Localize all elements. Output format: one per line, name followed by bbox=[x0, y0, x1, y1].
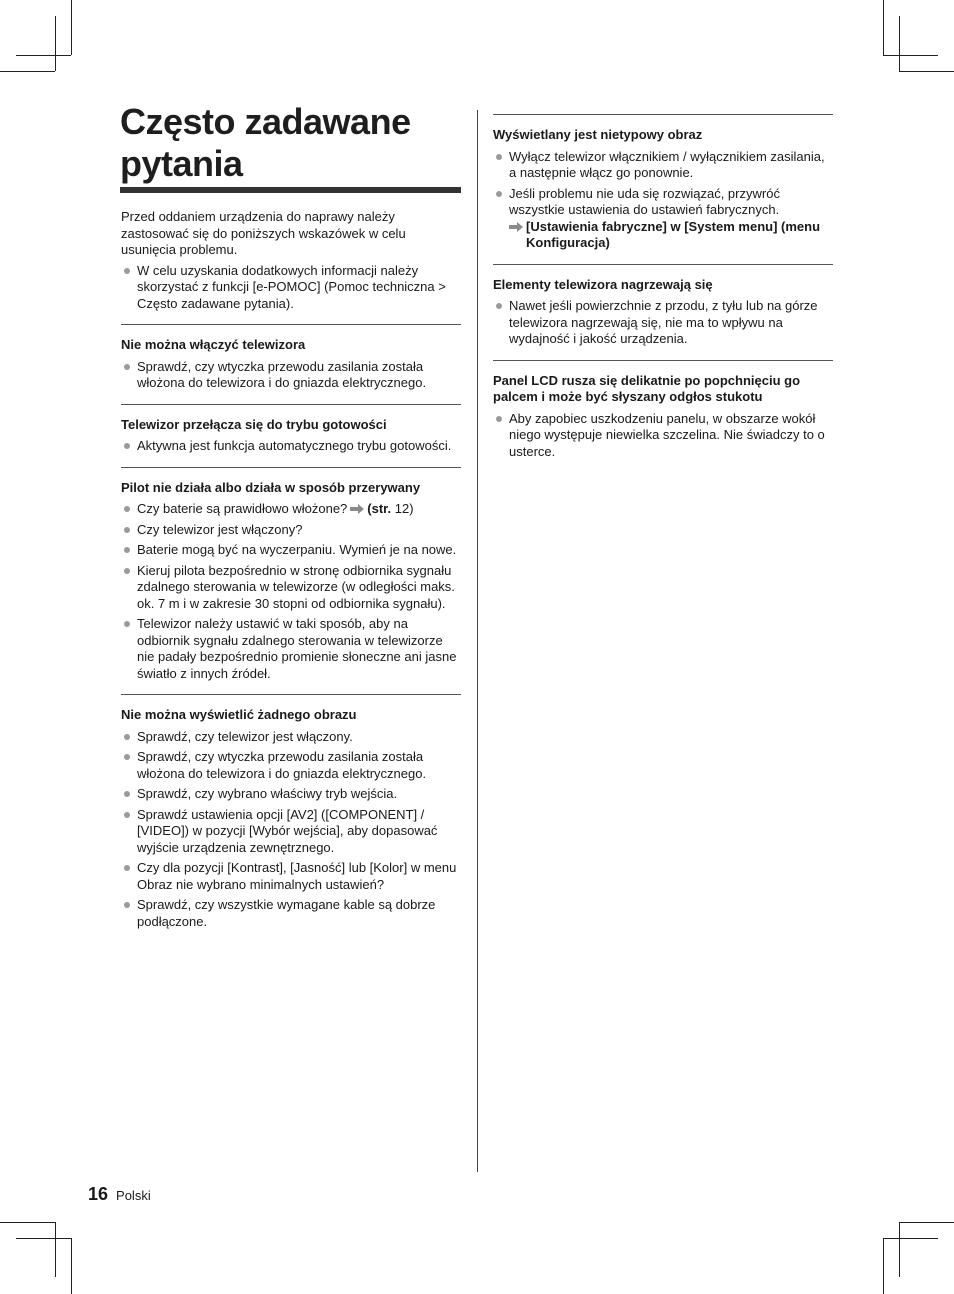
section-list bbox=[121, 729, 461, 931]
crop-mark bbox=[899, 1222, 900, 1277]
crop-mark bbox=[0, 71, 55, 72]
section-heading: Panel LCD rusza się delikatnie po popchnięciu go palcem i może być słyszany odgłos stukotu bbox=[493, 372, 801, 404]
faq-section-remote bbox=[121, 467, 461, 683]
list-item: Sprawdź, czy wtyczka przewodu zasilania została włożona do telewizora i do gniazda elektrycznego. bbox=[121, 359, 461, 392]
list-item: Nawet jeśli powierzchnie z przodu, z tyłu lub na górze telewizora nagrzewają się, nie ma to wpływu na wydajność i jakość urządzenia. bbox=[493, 298, 833, 348]
section-heading: Nie można wyświetlić żadnego obrazu bbox=[121, 707, 357, 722]
list-item: Sprawdź, czy wybrano właściwy tryb wejścia. bbox=[121, 786, 461, 803]
section-list bbox=[493, 298, 833, 348]
list-item: Kieruj pilota bezpośrednio w stronę odbiornika sygnału zdalnego sterowania w telewizorze (w odległości maks. ok. 7 m i w zakresie 30 stopni od odbiornika sygnału). bbox=[121, 563, 461, 613]
crop-mark bbox=[899, 1222, 954, 1223]
menu-reference bbox=[509, 219, 833, 252]
list-item: Baterie mogą być na wyczerpaniu. Wymień je na nowe. bbox=[121, 542, 461, 559]
list-item: Sprawdź, czy wtyczka przewodu zasilania została włożona do telewizora i do gniazda elektrycznego. bbox=[121, 749, 461, 782]
crop-mark bbox=[883, 1238, 938, 1239]
crop-mark bbox=[883, 0, 884, 55]
list-item: W celu uzyskania dodatkowych informacji należy skorzystać z funkcji [e-POMOC] (Pomoc techniczna > Często zadawane pytania). bbox=[121, 263, 461, 313]
list-item: Czy telewizor jest włączony? bbox=[121, 522, 461, 539]
crop-mark bbox=[899, 71, 954, 72]
faq-section-no-picture bbox=[121, 694, 461, 930]
section-list bbox=[493, 411, 833, 461]
crop-mark bbox=[883, 1238, 884, 1294]
faq-section-power bbox=[121, 324, 461, 392]
right-column bbox=[493, 114, 833, 464]
right-arrow-icon bbox=[350, 504, 364, 514]
right-arrow-icon bbox=[509, 222, 523, 232]
list-item: Aby zapobiec uszkodzeniu panelu, w obszarze wokół niego występuje niewielka szczelina. Nie świadczy to o usterce. bbox=[493, 411, 833, 461]
crop-mark bbox=[16, 55, 71, 56]
list-item: Wyłącz telewizor włącznikiem / wyłącznikiem zasilania, a następnie włącz go ponownie. bbox=[493, 149, 833, 182]
section-heading: Pilot nie działa albo działa w sposób przerywany bbox=[121, 479, 421, 495]
section-heading: Elementy telewizora nagrzewają się bbox=[493, 276, 713, 292]
faq-section-standby bbox=[121, 404, 461, 455]
faq-section-heating bbox=[493, 264, 833, 348]
crop-mark bbox=[71, 0, 72, 55]
page-title bbox=[120, 101, 461, 185]
crop-mark bbox=[899, 16, 900, 71]
list-item bbox=[121, 501, 461, 518]
list-item: Sprawdź ustawienia opcji [AV2] ([COMPONENT] / [VIDEO]) w pozycji [Wybór wejścia], aby dopasować wyjście urządzenia zewnętrznego. bbox=[121, 807, 461, 857]
faq-section-panel-noise bbox=[493, 360, 833, 461]
menu-reference-text: [Ustawienia fabryczne] w [System menu] (menu Konfiguracja) bbox=[526, 218, 821, 250]
page-number: 16 bbox=[88, 1184, 109, 1204]
section-list bbox=[493, 149, 833, 252]
list-item: Czy dla pozycji [Kontrast], [Jasność] lub [Kolor] w menu Obraz nie wybrano minimalnych ustawień? bbox=[121, 860, 461, 893]
section-heading: Nie można włączyć telewizora bbox=[121, 337, 306, 352]
section-list bbox=[121, 501, 461, 682]
column-divider bbox=[477, 110, 478, 1172]
title-line-2: pytania bbox=[120, 143, 243, 184]
faq-section-unusual-image bbox=[493, 114, 833, 252]
list-item: Sprawdź, czy wszystkie wymagane kable są dobrze podłączone. bbox=[121, 897, 461, 930]
list-item: Telewizor należy ustawić w taki sposób, aby na odbiornik sygnału zdalnego sterowania w telewizorze nie padały bezpośrednio promienie słoneczne ani jasne światło z innych źródeł. bbox=[121, 616, 461, 682]
crop-mark bbox=[16, 1238, 71, 1239]
list-item-text: Czy baterie są prawidłowo włożone? bbox=[137, 501, 348, 516]
list-item-text: Jeśli problemu nie uda się rozwiązać, przywróć wszystkie ustawienia do ustawień fabrycznych. bbox=[509, 185, 780, 217]
section-heading: Telewizor przełącza się do trybu gotowości bbox=[121, 416, 387, 432]
title-underline bbox=[120, 187, 461, 193]
title-line-1: Często zadawane bbox=[120, 101, 411, 142]
language-label: Polski bbox=[116, 1188, 151, 1203]
list-item: Aktywna jest funkcja automatycznego trybu gotowości. bbox=[121, 438, 461, 455]
list-item bbox=[493, 186, 833, 252]
intro-list bbox=[121, 263, 461, 313]
list-item: Sprawdź, czy telewizor jest włączony. bbox=[121, 729, 461, 746]
crop-mark bbox=[0, 1222, 55, 1223]
crop-mark bbox=[55, 1222, 56, 1277]
crop-mark bbox=[883, 55, 938, 56]
left-column bbox=[121, 209, 461, 934]
page-reference-number: 12) bbox=[394, 501, 414, 516]
crop-mark bbox=[71, 1238, 72, 1294]
page-reference-label: (str. bbox=[367, 501, 392, 516]
section-heading: Wyświetlany jest nietypowy obraz bbox=[493, 127, 703, 142]
page-footer bbox=[88, 1184, 151, 1205]
section-list bbox=[121, 359, 461, 392]
crop-mark bbox=[55, 16, 56, 71]
section-list bbox=[121, 438, 461, 455]
intro-text: Przed oddaniem urządzenia do naprawy należy zastosować się do poniższych wskazówek w celu usunięcia problemu. bbox=[121, 209, 406, 257]
